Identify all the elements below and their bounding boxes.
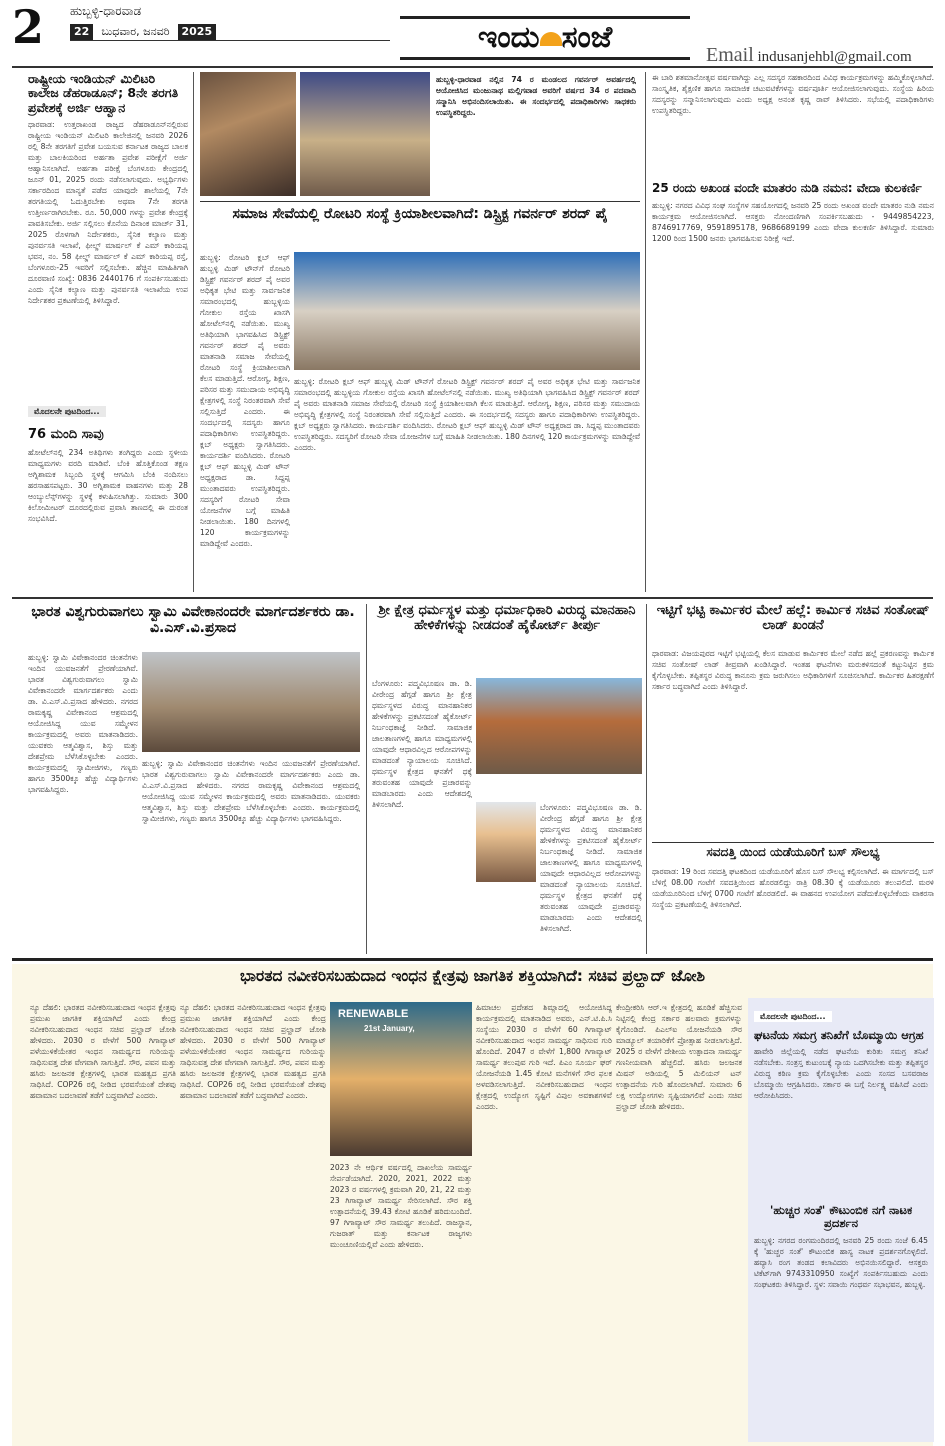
temple-photo: [476, 678, 642, 774]
body-dharmasthala: ಬೆಂಗಳೂರು: ಪದ್ಮವಿಭೂಷಣ ಡಾ. ಡಿ. ವೀರೇಂದ್ರ ಹೆಗ್ಗಡೆ ಹಾಗೂ ಶ್ರೀ ಕ್ಷೇತ್ರ ಧರ್ಮಸ್ಥಳದ ವಿರುದ್ಧ ಮಾನಹಾನಿಕರ ಹೇಳಿಕೆಗಳನ್ನು ಪ್ರಕಟಿಸದಂತೆ ಹೈಕೋರ್ಟ್ ನಿರ್ಬಂಧಕಾಜ್ಞೆ ನೀಡಿದೆ. ಸಾಮಾಜಿಕ ಜಾಲತಾಣಗಳಲ್ಲಿ ಹಾಗೂ ಮಾಧ್ಯಮಗಳಲ್ಲಿ ಯಾವುದೇ ಆಧಾರವಿಲ್ಲದ ಆರೋಪಗಳನ್ನು ಮಾಡದಂತೆ ನ್ಯಾಯಾಲಯ ಸೂಚಿಸಿದೆ. ಧರ್ಮಸ್ಥಳ ಕ್ಷೇತ್ರದ ಘನತೆಗೆ ಧಕ್ಕೆ ತರುವಂತಹ ಯಾವುದೇ ಪ್ರಚಾರವನ್ನು ಮಾಡಬಾರದು ಎಂದು ಆದೇಶದಲ್ಲಿ ತಿಳಿಸಲಾಗಿದೆ.: [372, 679, 472, 809]
photo-banner-date: 21st January,: [364, 1024, 415, 1033]
body-vivekananda-cont: ಹುಬ್ಬಳ್ಳಿ: ಸ್ವಾಮಿ ವಿವೇಕಾನಂದರ ಚಿಂತನೆಗಳು ಇಂದಿನ ಯುವಜನತೆಗೆ ಪ್ರೇರಣೆಯಾಗಿವೆ. ಭಾರತ ವಿಶ್ವಗುರುವಾಗಲು ಸ್ವಾಮಿ ವಿವೇಕಾನಂದರೇ ಮಾರ್ಗದರ್ಶಕರು ಎಂದು ಡಾ. ವಿ.ಎಸ್.ವಿ.ಪ್ರಸಾದ ಹೇಳಿದರು. ನಗರದ ರಾಮಕೃಷ್ಣ ವಿವೇಕಾನಂದ ಆಶ್ರಮದಲ್ಲಿ ಆಯೋಜಿಸಿದ್ದ ಯುವ ಸಮ್ಮೇಳನ ಕಾರ್ಯಕ್ರಮದಲ್ಲಿ ಅವರು ಮಾತನಾಡಿದರು. ಯುವಕರು ಆತ್ಮವಿಶ್ವಾಸ, ಶಿಸ್ತು ಮತ್ತು ದೇಶಪ್ರೇಮ ಬೆಳೆಸಿಕೊಳ್ಳಬೇಕು ಎಂದರು. ಕಾರ್ಯಕ್ರಮದಲ್ಲಿ ಸ್ವಾಮೀಜಿಗಳು, ಗಣ್ಯರು ಹಾಗೂ 3500ಕ್ಕೂ ಹೆಚ್ಚು ವಿದ್ಯಾರ್ಥಿಗಳು ಭಾಗವಹಿಸಿದ್ದರು.: [142, 759, 360, 823]
page-number: 2: [12, 0, 45, 54]
body-joshi-col5: ಕೇಂದ್ರೀಕರಿಸಿ ಆರ್‌.ಇ ಕ್ಷೇತ್ರದಲ್ಲಿ ಹೂಡಿಕೆ ಹೆಚ್ಚಿಸುವ ನಿಟ್ಟಿನಲ್ಲಿ ಕೇಂದ್ರ ಸರ್ಕಾರ ಹಲವಾರು ಕ್ರಮಗಳನ್ನು ಕೈಗೊಂಡಿದೆ. ಪಿಎಲ್ಐ ಯೋಜನೆಯಡಿ ಸೌರ ಮಾಡ್ಯೂಲ್ ತಯಾರಿಕೆಗೆ ಪ್ರೋತ್ಸಾಹ ನೀಡಲಾಗುತ್ತಿದೆ. 2025 ರ ವೇಳೆಗೆ ದೇಶೀಯ ಉತ್ಪಾದನಾ ಸಾಮರ್ಥ್ಯ ಗಣನೀಯವಾಗಿ ಹೆಚ್ಚಲಿದೆ. ಹಸಿರು ಜಲಜನಕ ಮಿಷನ್ ಅಡಿಯಲ್ಲಿ 5 ಮಿಲಿಯನ್ ಟನ್ ಉತ್ಪಾದನೆಯ ಗುರಿ ಹೊಂದಲಾಗಿದೆ. ಸುಮಾರು 6 ಲಕ್ಷ ಉದ್ಯೋಗಗಳು ಸೃಷ್ಟಿಯಾಗಲಿವೆ ಎಂದು ಸಚಿವ ಪ್ರಲ್ಹಾದ್ ಜೋಶಿ ಹೇಳಿದರು.: [616, 1003, 742, 1111]
rotary-group-photo: [300, 72, 430, 196]
body-rotary-continued: ಹುಬ್ಬಳ್ಳಿ: ರೋಟರಿ ಕ್ಲಬ್ ಆಫ್ ಹುಬ್ಬಳ್ಳಿ ಮಿಡ್ ಟೌನ್‌ಗೆ ರೋಟರಿ ಡಿಸ್ಟ್ರಿಕ್ಟ್ ಗವರ್ನರ್ ಶರದ್ ಪೈ ಅವರ ಅಧಿಕೃತ ಭೇಟಿ ಮತ್ತು ಸಾರ್ವಜನಿಕ ಸಮಾರಂಭದಲ್ಲಿ ಹುಬ್ಬಳ್ಳಿಯ ಗೋಕುಲ ರಸ್ತೆಯ ಖಾಸಗಿ ಹೋಟೆಲ್‌ನಲ್ಲಿ ನಡೆಯಿತು. ಮುಖ್ಯ ಅತಿಥಿಯಾಗಿ ಭಾಗವಹಿಸಿದ ಡಿಸ್ಟ್ರಿಕ್ಟ್ ಗವರ್ನರ್ ಶರದ್ ಪೈ ಅವರು ಮಾತನಾಡಿ ಸಮಾಜ ಸೇವೆಯಲ್ಲಿ ರೋಟರಿ ಸಂಸ್ಥೆ ಕ್ರಿಯಾಶೀಲವಾಗಿ ಕೆಲಸ ಮಾಡುತ್ತಿದೆ. ಆರೋಗ್ಯ, ಶಿಕ್ಷಣ, ಪರಿಸರ ಮತ್ತು ಸಮುದಾಯ ಅಭಿವೃದ್ಧಿ ಕ್ಷೇತ್ರಗಳಲ್ಲಿ ಸಂಸ್ಥೆ ನಿರಂತರವಾಗಿ ಸೇವೆ ಸಲ್ಲಿಸುತ್ತಿದೆ ಎಂದರು. ಈ ಸಂದರ್ಭದಲ್ಲಿ ಸದಸ್ಯರು ಹಾಗೂ ಪದಾಧಿಕಾರಿಗಳು ಉಪಸ್ಥಿತರಿದ್ದರು. ಕ್ಲಬ್ ಅಧ್ಯಕ್ಷರು ಸ್ವಾಗತಿಸಿದರು. ಕಾರ್ಯದರ್ಶಿ ವಂದಿಸಿದರು. ರೋಟರಿ ಕ್ಲಬ್ ಆಫ್ ಹುಬ್ಬಳ್ಳಿ ಮಿಡ್ ಟೌನ್ ಅಧ್ಯಕ್ಷರಾದ ಡಾ. ಸಿದ್ದಪ್ಪ ಮುಂತಾದವರು ಉಪಸ್ಥಿತರಿದ್ದರು. ಸದಸ್ಯರಿಗೆ ರೋಟರಿ ಸೇವಾ ಯೋಜನೆಗಳ ಬಗ್ಗೆ ಮಾಹಿತಿ ನೀಡಲಾಯಿತು. 180 ದಿನಗಳಲ್ಲಿ 120 ಕಾರ್ಯಕ್ರಮಗಳನ್ನು ಮಾಡಿದ್ದೇವೆ ಎಂದರು.: [294, 377, 640, 452]
headline-dharmasthala: ಶ್ರೀ ಕ್ಷೇತ್ರ ಧರ್ಮಸ್ಥಳ ಮತ್ತು ಧರ್ಮಾಧಿಕಾರಿ ವಿರುದ್ಧ ಮಾನಹಾನಿ ಹೇಳಿಕೆಗಳನ್ನು ನೀಡದಂತೆ ಹೈಕೋರ್ಟ್ ತೀರ್ಪು: [378, 603, 636, 633]
photo-banner-text: RENEWABLE: [338, 1008, 409, 1020]
date-year: 2025: [178, 24, 217, 40]
article-vande: [652, 72, 934, 540]
body-dharmasthala-cont: ಬೆಂಗಳೂರು: ಪದ್ಮವಿಭೂಷಣ ಡಾ. ಡಿ. ವೀರೇಂದ್ರ ಹೆಗ್ಗಡೆ ಹಾಗೂ ಶ್ರೀ ಕ್ಷೇತ್ರ ಧರ್ಮಸ್ಥಳದ ವಿರುದ್ಧ ಮಾನಹಾನಿಕರ ಹೇಳಿಕೆಗಳನ್ನು ಪ್ರಕಟಿಸದಂತೆ ಹೈಕೋರ್ಟ್ ನಿರ್ಬಂಧಕಾಜ್ಞೆ ನೀಡಿದೆ. ಸಾಮಾಜಿಕ ಜಾಲತಾಣಗಳಲ್ಲಿ ಹಾಗೂ ಮಾಧ್ಯಮಗಳಲ್ಲಿ ಯಾವುದೇ ಆಧಾರವಿಲ್ಲದ ಆರೋಪಗಳನ್ನು ಮಾಡದಂತೆ ನ್ಯಾಯಾಲಯ ಸೂಚಿಸಿದೆ. ಧರ್ಮಸ್ಥಳ ಕ್ಷೇತ್ರದ ಘನತೆಗೆ ಧಕ್ಕೆ ತರುವಂತಹ ಯಾವುದೇ ಪ್ರಚಾರವನ್ನು ಮಾಡಬಾರದು ಎಂದು ಆದೇಶದಲ್ಲಿ ತಿಳಿಸಲಾಗಿದೆ.: [540, 803, 642, 933]
rotary-caption: ಹುಬ್ಬಳ್ಳಿ-ಧಾರವಾಡ ನಲ್ಲಿನ 74 ರ ಮಂಡಲದ ಗವರ್ನರ್ ಅವರ್ಹದಲ್ಲಿ ಆಯೋಜಿಸಿದ ಮಂಜುನಾಥ ಮಲ್ಲಿಗವಾಡ ಅವರಿಗೆ ವರ್ಷದ 34 ರ ಪದವಾದಿ ಸನ್ಮಾನಿಸಿ ಅಭಿನಂದಿಸಲಾಯಿತು. ಈ ಸಂದರ್ಭದಲ್ಲಿ ಪದಾಧಿಕಾರಿಗಳು ಸಾಧಕರು ಉಪಸ್ಥಿತರಿದ್ದರು.: [436, 75, 636, 117]
headline-vande: 25 ರಂದು ಅಖಂಡ ವಂದೇ ಮಾತರಂ ನುಡಿ ನಮನ: ವೇದಾ ಕುಲಕರ್ಣಿ: [652, 181, 922, 195]
body-bus: ಧಾರವಾಡ: 19 ರಿಂದ ಸವದತ್ತಿ ಘಟಕದಿಂದ ಯಡೆಯೂರಿಗೆ ಹೊಸ ಬಸ್ ಸೌಲಭ್ಯ ಕಲ್ಪಿಸಲಾಗಿದೆ. ಈ ಮಾರ್ಗದಲ್ಲಿ ಬಸ್ ಬೆಳಿಗ್ಗೆ 08.00 ಗಂಟೆಗೆ ಸವದತ್ತಿಯಿಂದ ಹೊರಡಲಿದ್ದು ರಾತ್ರಿ 08.30 ಕ್ಕೆ ಯಡೆಯೂರು ತಲುಪಲಿದೆ. ಮರಳಿ ಯಡೆಯೂರಿನಿಂದ ಬೆಳಿಗ್ಗೆ 0700 ಗಂಟೆಗೆ ಹೊರಡಲಿದೆ. ಈ ವಾಹನದ ಉಪಯೋಗ ಪಡೆದುಕೊಳ್ಳಬೇಕೆಂದು ವಾಕರಸಾ ಸಂಸ್ಥೆಯ ಪ್ರಕಟಣೆಯಲ್ಲಿ ತಿಳಿಸಲಾಗಿದೆ.: [652, 867, 934, 909]
headline-military: ರಾಷ್ಟ್ರೀಯ ಇಂಡಿಯನ್ ಮಿಲಿಟರಿ ಕಾಲೇಜ ಡೆಹರಾಡೂನ್; 8ನೇ ತರಗತಿ ಪ್ರವೇಶಕ್ಕೆ ಅರ್ಜಿ ಆಹ್ವಾನ: [28, 71, 179, 115]
body-rotary: ಹುಬ್ಬಳ್ಳಿ: ರೋಟರಿ ಕ್ಲಬ್ ಆಫ್ ಹುಬ್ಬಳ್ಳಿ ಮಿಡ್ ಟೌನ್‌ಗೆ ರೋಟರಿ ಡಿಸ್ಟ್ರಿಕ್ಟ್ ಗವರ್ನರ್ ಶರದ್ ಪೈ ಅವರ ಅಧಿಕೃತ ಭೇಟಿ ಮತ್ತು ಸಾರ್ವಜನಿಕ ಸಮಾರಂಭದಲ್ಲಿ ಹುಬ್ಬಳ್ಳಿಯ ಗೋಕುಲ ರಸ್ತೆಯ ಖಾಸಗಿ ಹೋಟೆಲ್‌ನಲ್ಲಿ ನಡೆಯಿತು. ಮುಖ್ಯ ಅತಿಥಿಯಾಗಿ ಭಾಗವಹಿಸಿದ ಡಿಸ್ಟ್ರಿಕ್ಟ್ ಗವರ್ನರ್ ಶರದ್ ಪೈ ಅವರು ಮಾತನಾಡಿ ಸಮಾಜ ಸೇವೆಯಲ್ಲಿ ರೋಟರಿ ಸಂಸ್ಥೆ ಕ್ರಿಯಾಶೀಲವಾಗಿ ಕೆಲಸ ಮಾಡುತ್ತಿದೆ. ಆರೋಗ್ಯ, ಶಿಕ್ಷಣ, ಪರಿಸರ ಮತ್ತು ಸಮುದಾಯ ಅಭಿವೃದ್ಧಿ ಕ್ಷೇತ್ರಗಳಲ್ಲಿ ಸಂಸ್ಥೆ ನಿರಂತರವಾಗಿ ಸೇವೆ ಸಲ್ಲಿಸುತ್ತಿದೆ ಎಂದರು. ಈ ಸಂದರ್ಭದಲ್ಲಿ ಸದಸ್ಯರು ಹಾಗೂ ಪದಾಧಿಕಾರಿಗಳು ಉಪಸ್ಥಿತರಿದ್ದರು. ಕ್ಲಬ್ ಅಧ್ಯಕ್ಷರು ಸ್ವಾಗತಿಸಿದರು. ಕಾರ್ಯದರ್ಶಿ ವಂದಿಸಿದರು. ರೋಟರಿ ಕ್ಲಬ್ ಆಫ್ ಹುಬ್ಬಳ್ಳಿ ಮಿಡ್ ಟೌನ್ ಅಧ್ಯಕ್ಷರಾದ ಡಾ. ಸಿದ್ದಪ್ಪ ಮುಂತಾದವರು ಉಪಸ್ಥಿತರಿದ್ದರು. ಸದಸ್ಯರಿಗೆ ರೋಟರಿ ಸೇವಾ ಯೋಜನೆಗಳ ಬಗ್ಗೆ ಮಾಹಿತಿ ನೀಡಲಾಯಿತು. 180 ದಿನಗಳಲ್ಲಿ 120 ಕಾರ್ಯಕ್ರಮಗಳನ್ನು ಮಾಡಿದ್ದೇವೆ ಎಂದರು.: [200, 253, 290, 548]
weekday-month: ಬುಧವಾರ, ಜನವರಿ: [101, 25, 170, 38]
body-centenary-cont: ಈ ಬಾರಿ ಶತಮಾನೋತ್ಸವ ವರ್ಷವಾಗಿದ್ದು ಎಲ್ಲ ಸದಸ್ಯರ ಸಹಕಾರದಿಂದ ವಿವಿಧ ಕಾರ್ಯಕ್ರಮಗಳನ್ನು ಹಮ್ಮಿಕೊಳ್ಳಲಾಗಿದೆ. ಸಾಂಸ್ಕೃತಿಕ, ಶೈಕ್ಷಣಿಕ ಹಾಗೂ ಸಾಮಾಜಿಕ ಚಟುವಟಿಕೆಗಳನ್ನು ವರ್ಷಪೂರ್ತಿ ಆಯೋಜಿಸಲಾಗುವುದು. ಸಂಸ್ಥೆಯ ಹಿರಿಯ ಸದಸ್ಯರನ್ನು ಸನ್ಮಾನಿಸಲಾಗುವುದು ಎಂದು ಅಧ್ಯಕ್ಷ ಅನಂತ ಕೃಷ್ಣ ರಾವ್ ತಿಳಿಸಿದರು. ಸಭೆಯಲ್ಲಿ ಪದಾಧಿಕಾರಿಗಳು ಉಪಸ್ಥಿತರಿದ್ದರು.: [652, 73, 934, 115]
tag-deaths: ಮೊದಲನೇ ಪುಟದಿಂದ...: [28, 406, 106, 417]
rotary-award-photo: [200, 72, 296, 196]
side-box: [748, 998, 934, 1442]
headline-vivekananda: ಭಾರತ ವಿಶ್ವಗುರುವಾಗಲು ಸ್ವಾಮಿ ವಿವೇಕಾನಂದರೇ ಮಾರ್ಗದರ್ಶಕರು ಡಾ. ವಿ.ಎಸ್.ವಿ.ಪ್ರಸಾದ: [31, 604, 355, 637]
edition-city: ಹುಬ್ಬಳ್ಳಿ-ಧಾರವಾಡ: [70, 4, 142, 18]
joshi-photo: [330, 1002, 472, 1156]
date-bar: [70, 24, 216, 40]
tag-bommai: ಮೊದಲನೇ ಪುಟದಿಂದ...: [754, 1011, 832, 1022]
email-label: Email: [706, 44, 754, 66]
logo-left: ಇಂದು: [477, 20, 540, 55]
yuva-sammelana-photo: [142, 652, 360, 752]
body-joshi-col3: 2023 ನೇ ಆರ್ಥಿಕ ವರ್ಷದಲ್ಲಿ ದಾಖಲೆಯ ಸಾಮರ್ಥ್ಯ ಸೇರ್ಪಡೆಯಾಗಿದೆ. 2020, 2021, 2022 ಮತ್ತು 2023 ರ ವರ್ಷಗಳಲ್ಲಿ ಕ್ರಮವಾಗಿ 20, 21, 22 ಮತ್ತು 23 ಗಿಗಾವ್ಯಾಟ್ ಸಾಮರ್ಥ್ಯ ಸೇರಿಸಲಾಗಿದೆ. ಸೌರ ಶಕ್ತಿ ಉತ್ಪಾದನೆಯಲ್ಲಿ 39.43 ಕೋಟಿ ಹೂಡಿಕೆ ಹರಿದುಬಂದಿದೆ. 97 ಗಿಗಾವ್ಯಾಟ್ ಸೌರ ಸಾಮರ್ಥ್ಯ ತಲುಪಿದೆ. ರಾಜಸ್ಥಾನ, ಗುಜರಾತ್ ಮತ್ತು ಕರ್ನಾಟಕ ರಾಜ್ಯಗಳು ಮುಂಚೂಣಿಯಲ್ಲಿವೆ ಎಂದು ಹೇಳಿದರು.: [330, 1163, 472, 1249]
body-joshi-col1: ನ್ಯೂ ದೆಹಲಿ: ಭಾರತದ ನವೀಕರಿಸಬಹುದಾದ ಇಂಧನ ಕ್ಷೇತ್ರವು ಪ್ರಮುಖ ಜಾಗತಿಕ ಶಕ್ತಿಯಾಗಿದೆ ಎಂದು ಕೇಂದ್ರ ನವೀಕರಿಸಬಹುದಾದ ಇಂಧನ ಸಚಿವ ಪ್ರಲ್ಹಾದ್ ಜೋಶಿ ಹೇಳಿದರು. 2030 ರ ವೇಳೆಗೆ 500 ಗಿಗಾವ್ಯಾಟ್ ಪಳೆಯುಳಿಕೆಯೇತರ ಇಂಧನ ಸಾಮರ್ಥ್ಯದ ಗುರಿಯನ್ನು ಸಾಧಿಸುವತ್ತ ದೇಶ ವೇಗವಾಗಿ ಸಾಗುತ್ತಿದೆ. ಸೌರ, ಪವನ ಮತ್ತು ಹಸಿರು ಜಲಜನಕ ಕ್ಷೇತ್ರಗಳಲ್ಲಿ ಭಾರತ ಮಹತ್ವದ ಪ್ರಗತಿ ಸಾಧಿಸಿದೆ. COP26 ರಲ್ಲಿ ನೀಡಿದ ಭರವಸೆಯಂತೆ ದೇಶವು ಹವಾಮಾನ ಬದಲಾವಣೆ ತಡೆಗೆ ಬದ್ಧವಾಗಿದೆ ಎಂದರು.: [30, 1003, 176, 1100]
body-lad: ಧಾರವಾಡ: ವಿಜಯಪುರದ ಇಟ್ಟಿಗೆ ಭಟ್ಟಿಯಲ್ಲಿ ಕೆಲಸ ಮಾಡುವ ಕಾರ್ಮಿಕರ ಮೇಲೆ ನಡೆದ ಹಲ್ಲೆ ಪ್ರಕರಣವನ್ನು ಕಾರ್ಮಿಕ ಸಚಿವ ಸಂತೋಷ್ ಲಾಡ್ ತೀವ್ರವಾಗಿ ಖಂಡಿಸಿದ್ದಾರೆ. ಇಂತಹ ಘಟನೆಗಳು ಮರುಕಳಿಸದಂತೆ ಕಟ್ಟುನಿಟ್ಟಿನ ಕ್ರಮ ಕೈಗೊಳ್ಳಬೇಕು. ತಪ್ಪಿತಸ್ಥರ ವಿರುದ್ಧ ಕಾನೂನು ಕ್ರಮ ಜರುಗಿಸಲು ಅಧಿಕಾರಿಗಳಿಗೆ ಸೂಚಿಸಲಾಗಿದೆ. ಕಾರ್ಮಿಕರ ಹಿತರಕ್ಷಣೆಗೆ ಸರ್ಕಾರ ಬದ್ಧವಾಗಿದೆ ಎಂದು ತಿಳಿಸಿದ್ದಾರೆ.: [652, 649, 934, 691]
body-joshi-col4: ಹಿಮಾಚಲ ಪ್ರದೇಶದ ಶಿಮ್ಲಾದಲ್ಲಿ ಆಯೋಜಿಸಿದ್ದ ಕಾರ್ಯಕ್ರಮದಲ್ಲಿ ಮಾತನಾಡಿದ ಅವರು, ಎನ್.ಟಿ.ಪಿ.ಸಿ ಸಂಸ್ಥೆಯು 2030 ರ ವೇಳೆಗೆ 60 ಗಿಗಾವ್ಯಾಟ್ ನವೀಕರಿಸಬಹುದಾದ ಇಂಧನ ಸಾಮರ್ಥ್ಯ ಸಾಧಿಸುವ ಗುರಿ ಹೊಂದಿದೆ. 2047 ರ ವೇಳೆಗೆ 1,800 ಗಿಗಾವ್ಯಾಟ್ ಸಾಮರ್ಥ್ಯ ತಲುಪುವ ಗುರಿ ಇದೆ. ಪಿಎಂ ಸೂರ್ಯ ಘರ್ ಯೋಜನೆಯಡಿ 1.45 ಕೋಟಿ ಮನೆಗಳಿಗೆ ಸೌರ ಫಲಕ ಅಳವಡಿಸಲಾಗುತ್ತಿದೆ. ನವೀಕರಿಸಬಹುದಾದ ಇಂಧನ ಕ್ಷೇತ್ರದಲ್ಲಿ ಉದ್ಯೋಗ ಸೃಷ್ಟಿಗೆ ವಿಪುಲ ಅವಕಾಶಗಳಿವೆ ಎಂದರು.: [476, 1003, 612, 1111]
body-vande: ಹುಬ್ಬಳ್ಳಿ: ನಗರದ ವಿವಿಧ ಸಂಘ ಸಂಸ್ಥೆಗಳ ಸಹಯೋಗದಲ್ಲಿ ಜನವರಿ 25 ರಂದು ಅಖಂಡ ವಂದೇ ಮಾತರಂ ನುಡಿ ನಮನ ಕಾರ್ಯಕ್ರಮ ಆಯೋಜಿಸಲಾಗಿದೆ. ಆಸಕ್ತರು ನೋಂದಣಿಗಾಗಿ ಸಂಪರ್ಕಿಸಬಹುದು - 9449854223, 8746917769, 9591895178, 9686689199 ಎಂದು ವೇದಾ ಕುಲಕರ್ಣಿ ತಿಳಿಸಿದ್ದಾರೆ. ಸುಮಾರು 1200 ರಿಂದ 1500 ಜನರು ಭಾಗವಹಿಸುವ ನಿರೀಕ್ಷೆ ಇದೆ.: [652, 200, 934, 243]
article-military: [28, 72, 188, 401]
headline-joshi: ಭಾರತದ ನವೀಕರಿಸಬಹುದಾದ ಇಂಧನ ಕ್ಷೇತ್ರವು ಜಾಗತಿಕ ಶಕ್ತಿಯಾಗಿದೆ: ಸಚಿವ ಪ್ರಲ್ಹಾದ್ ಜೋಶಿ: [239, 967, 706, 985]
email-line: [706, 44, 912, 67]
article-deaths: [28, 399, 188, 597]
heggade-portrait: [476, 802, 536, 882]
logo-right: ಸಂಜೆ: [561, 20, 613, 55]
body-bommai: ಹಾವೇರಿ ಜಿಲ್ಲೆಯಲ್ಲಿ ನಡೆದ ಘಟನೆಯ ಕುರಿತು ಸಮಗ್ರ ತನಿಖೆ ನಡೆಸಬೇಕು. ಸಂತ್ರಸ್ತ ಕುಟುಂಬಕ್ಕೆ ನ್ಯಾಯ ಒದಗಿಸಬೇಕು ಮತ್ತು ತಪ್ಪಿತಸ್ಥರ ವಿರುದ್ಧ ಕಠಿಣ ಕ್ರಮ ಕೈಗೊಳ್ಳಬೇಕು ಎಂದು ಸಂಸದ ಬಸವರಾಜ ಬೊಮ್ಮಾಯಿ ಆಗ್ರಹಿಸಿದರು. ಸರ್ಕಾರ ಈ ಬಗ್ಗೆ ನಿರ್ಲಕ್ಷ್ಯ ವಹಿಸಿದೆ ಎಂದು ಆರೋಪಿಸಿದರು.: [754, 1047, 928, 1101]
sun-icon: [540, 32, 562, 46]
headline-bommai: ಘಟನೆಯ ಸಮಗ್ರ ತನಿಖೆಗೆ ಬೊಮ್ಮಾಯಿ ಆಗ್ರಹ: [754, 1028, 924, 1042]
body-vivekananda: ಹುಬ್ಬಳ್ಳಿ: ಸ್ವಾಮಿ ವಿವೇಕಾನಂದರ ಚಿಂತನೆಗಳು ಇಂದಿನ ಯುವಜನತೆಗೆ ಪ್ರೇರಣೆಯಾಗಿವೆ. ಭಾರತ ವಿಶ್ವಗುರುವಾಗಲು ಸ್ವಾಮಿ ವಿವೇಕಾನಂದರೇ ಮಾರ್ಗದರ್ಶಕರು ಎಂದು ಡಾ. ವಿ.ಎಸ್.ವಿ.ಪ್ರಸಾದ ಹೇಳಿದರು. ನಗರದ ರಾಮಕೃಷ್ಣ ವಿವೇಕಾನಂದ ಆಶ್ರಮದಲ್ಲಿ ಆಯೋಜಿಸಿದ್ದ ಯುವ ಸಮ್ಮೇಳನ ಕಾರ್ಯಕ್ರಮದಲ್ಲಿ ಅವರು ಮಾತನಾಡಿದರು. ಯುವಕರು ಆತ್ಮವಿಶ್ವಾಸ, ಶಿಸ್ತು ಮತ್ತು ದೇಶಪ್ರೇಮ ಬೆಳೆಸಿಕೊಳ್ಳಬೇಕು ಎಂದರು. ಕಾರ್ಯಕ್ರಮದಲ್ಲಿ ಸ್ವಾಮೀಜಿಗಳು, ಗಣ್ಯರು ಹಾಗೂ 3500ಕ್ಕೂ ಹೆಚ್ಚು ವಿದ್ಯಾರ್ಥಿಗಳು ಭಾಗವಹಿಸಿದ್ದರು.: [28, 653, 138, 794]
headline-lad: ಇಟ್ಟಿಗೆ ಭಟ್ಟಿ ಕಾರ್ಮಿಕರ ಮೇಲೆ ಹಲ್ಲೆ: ಕಾರ್ಮಿಕ ಸಚಿವ ಸಂತೋಷ್ ಲಾಡ್ ಖಂಡನೆ: [656, 603, 930, 633]
newspaper-logo: [400, 16, 690, 60]
date-day: 22: [70, 24, 93, 40]
rotary-stage-photo: [294, 252, 640, 370]
body-joshi-col2: ನ್ಯೂ ದೆಹಲಿ: ಭಾರತದ ನವೀಕರಿಸಬಹುದಾದ ಇಂಧನ ಕ್ಷೇತ್ರವು ಪ್ರಮುಖ ಜಾಗತಿಕ ಶಕ್ತಿಯಾಗಿದೆ ಎಂದು ಕೇಂದ್ರ ನವೀಕರಿಸಬಹುದಾದ ಇಂಧನ ಸಚಿವ ಪ್ರಲ್ಹಾದ್ ಜೋಶಿ ಹೇಳಿದರು. 2030 ರ ವೇಳೆಗೆ 500 ಗಿಗಾವ್ಯಾಟ್ ಪಳೆಯುಳಿಕೆಯೇತರ ಇಂಧನ ಸಾಮರ್ಥ್ಯದ ಗುರಿಯನ್ನು ಸಾಧಿಸುವತ್ತ ದೇಶ ವೇಗವಾಗಿ ಸಾಗುತ್ತಿದೆ. ಸೌರ, ಪವನ ಮತ್ತು ಹಸಿರು ಜಲಜನಕ ಕ್ಷೇತ್ರಗಳಲ್ಲಿ ಭಾರತ ಮಹತ್ವದ ಪ್ರಗತಿ ಸಾಧಿಸಿದೆ. COP26 ರಲ್ಲಿ ನೀಡಿದ ಭರವಸೆಯಂತೆ ದೇಶವು ಹವಾಮಾನ ಬದಲಾವಣೆ ತಡೆಗೆ ಬದ್ಧವಾಗಿದೆ ಎಂದರು.: [180, 1003, 326, 1100]
headline-rotary: ಸಮಾಜ ಸೇವೆಯಲ್ಲಿ ರೋಟರಿ ಸಂಸ್ಥೆ ಕ್ರಿಯಾಶೀಲವಾಗಿದೆ: ಡಿಸ್ಟ್ರಿಕ್ಟ ಗವರ್ನರ್ ಶರದ್ ಪೈ: [232, 206, 608, 222]
body-military: ಧಾರವಾಡ: ಉತ್ತರಾಖಂಡ ರಾಜ್ಯದ ಡೆಹರಾಡೂನ್‌ನಲ್ಲಿರುವ ರಾಷ್ಟ್ರೀಯ ಇಂಡಿಯನ್ ಮಿಲಿಟರಿ ಕಾಲೇಜಿನಲ್ಲಿ ಜನವರಿ 2026 ರಲ್ಲಿ 8ನೇ ತರಗತಿಗೆ ಪ್ರವೇಶ ಬಯಸುವ ಕರ್ನಾಟಕ ರಾಜ್ಯದ ಬಾಲಕ ಮತ್ತು ಬಾಲಕಿಯರಿಂದ ಅರ್ಹತಾ ಪ್ರವೇಶ ಪರೀಕ್ಷೆಗೆ ಅರ್ಜಿ ಆಹ್ವಾನಿಸಲಾಗಿದೆ. ಅರ್ಹತಾ ಪರೀಕ್ಷೆ ಬೆಂಗಳೂರು ಕೇಂದ್ರದಲ್ಲಿ ಜೂನ್ 01, 2025 ರಂದು ನಡೆಸಲಾಗುವುದು. ಅಭ್ಯರ್ಥಿಗಳು ಸರ್ಕಾರದಿಂದ ಮಾನ್ಯತೆ ಪಡೆದ ಯಾವುದೇ ಶಾಲೆಯಲ್ಲಿ 7ನೇ ತರಗತಿಯಲ್ಲಿ ಓದುತ್ತಿರಬೇಕು ಅಥವಾ 7ನೇ ತರಗತಿ ಉತ್ತೀರ್ಣರಾಗಿರಬೇಕು. ರೂ. 50,000 ಗಳನ್ನು ಪ್ರವೇಶ ಕೇಂದ್ರಕ್ಕೆ ಪಾವತಿಸಬೇಕು. ಅರ್ಜಿ ಸಲ್ಲಿಸಲು ಕೊನೆಯ ದಿನಾಂಕ ಮಾರ್ಚ್ 31, 2025 ರೊಳಗಾಗಿ ನಿರ್ದೇಶಕರು, ಸೈನಿಕ ಕಲ್ಯಾಣ ಮತ್ತು ಪುನರ್ವಸತಿ ಇಲಾಖೆ, ಫೀಲ್ಡ್ ಮಾರ್ಷಲ್ ಕೆ ಎಮ್ ಕಾರಿಯಪ್ಪ ಭವನ, ನಂ. 58 ಫೀಲ್ಡ್ ಮಾರ್ಷಲ್ ಕೆ ಎಮ್ ಕಾರಿಯಪ್ಪ ರಸ್ತೆ, ಬೆಂಗಳೂರು-25 ಇವರಿಗೆ ಸಲ್ಲಿಸಬೇಕು. ಹೆಚ್ಚಿನ ಮಾಹಿತಿಗಾಗಿ ದೂರವಾಣಿ ಸಂಖ್ಯೆ: 0836 2440176 ಗೆ ಸಂಪರ್ಕಿಸಬಹುದು ಎಂದು ಸೈನಿಕ ಕಲ್ಯಾಣ ಮತ್ತು ಪುನರ್ವಸತಿ ಇಲಾಖೆಯ ಉಪ ನಿರ್ದೇಶಕರ ಪ್ರಕಟಣೆಯಲ್ಲಿ ತಿಳಿಸಿದ್ದಾರೆ.: [28, 120, 188, 306]
headline-bus: ಸವದತ್ತಿ ಯಿಂದ ಯಡೆಯೂರಿಗೆ ಬಸ್ ಸೌಲಭ್ಯ: [706, 845, 880, 859]
body-drama: ಹುಬ್ಬಳ್ಳಿ: ನಗರದ ರಂಗಮಂದಿರದಲ್ಲಿ ಜನವರಿ 25 ರಂದು ಸಂಜೆ 6.45 ಕ್ಕೆ 'ಹುಚ್ಚರ ಸಂತೆ' ಕೌಟುಂಬಿಕ ಹಾಸ್ಯ ನಾಟಕ ಪ್ರದರ್ಶನಗೊಳ್ಳಲಿದೆ. ಹವ್ಯಾಸಿ ರಂಗ ತಂಡದ ಕಲಾವಿದರು ಅಭಿನಯಿಸಲಿದ್ದಾರೆ. ಆಸಕ್ತರು ಟಿಕೆಟ್‌ಗಾಗಿ 9743310950 ಸಂಖ್ಯೆಗೆ ಸಂಪರ್ಕಿಸಬಹುದು ಎಂದು ಸಂಘಟಕರು ತಿಳಿಸಿದ್ದಾರೆ. ಸ್ಥಳ: ಸವಾಯಿ ಗಂಧರ್ವ ಸಭಾಭವನ, ಹುಬ್ಬಳ್ಳಿ.: [754, 1235, 928, 1289]
headline-deaths: 76 ಮಂದಿ ಸಾವು: [28, 427, 104, 442]
email-address[interactable]: indusanjehbl@gmail.com: [757, 49, 912, 65]
headline-drama: 'ಹುಚ್ಚರ ಸಂತೆ' ಕೌಟುಂಬಿಕ ನಗೆ ನಾಟಕ ಪ್ರದರ್ಶನ: [769, 1203, 913, 1231]
body-deaths: ಹೋಟೆಲ್‌ನಲ್ಲಿ 234 ಅತಿಥಿಗಳು ತಂಗಿದ್ದರು ಎಂದು ಸ್ಥಳೀಯ ಮಾಧ್ಯಮಗಳು ವರದಿ ಮಾಡಿವೆ. ಬೆಂಕಿ ಹೊತ್ತಿಕೊಂಡ ತಕ್ಷಣ ಅಗ್ನಿಶಾಮಕ ಸಿಬ್ಬಂದಿ ಸ್ಥಳಕ್ಕೆ ಆಗಮಿಸಿ ಬೆಂಕಿ ನಂದಿಸಲು ಹರಸಾಹಸಪಟ್ಟರು. 30 ಅಗ್ನಿಶಾಮಕ ವಾಹನಗಳು ಮತ್ತು 28 ಆಂಬ್ಯುಲೆನ್ಸ್‌ಗಳನ್ನು ಸ್ಥಳಕ್ಕೆ ಕಳುಹಿಸಲಾಗಿತ್ತು. ಸುಮಾರು 300 ಕಿಲೋಮೀಟರ್ ದೂರದಲ್ಲಿರುವ ಪ್ರವಾಸಿ ತಾಣದಲ್ಲಿ ಈ ದುರಂತ ಸಂಭವಿಸಿದೆ.: [28, 447, 188, 523]
